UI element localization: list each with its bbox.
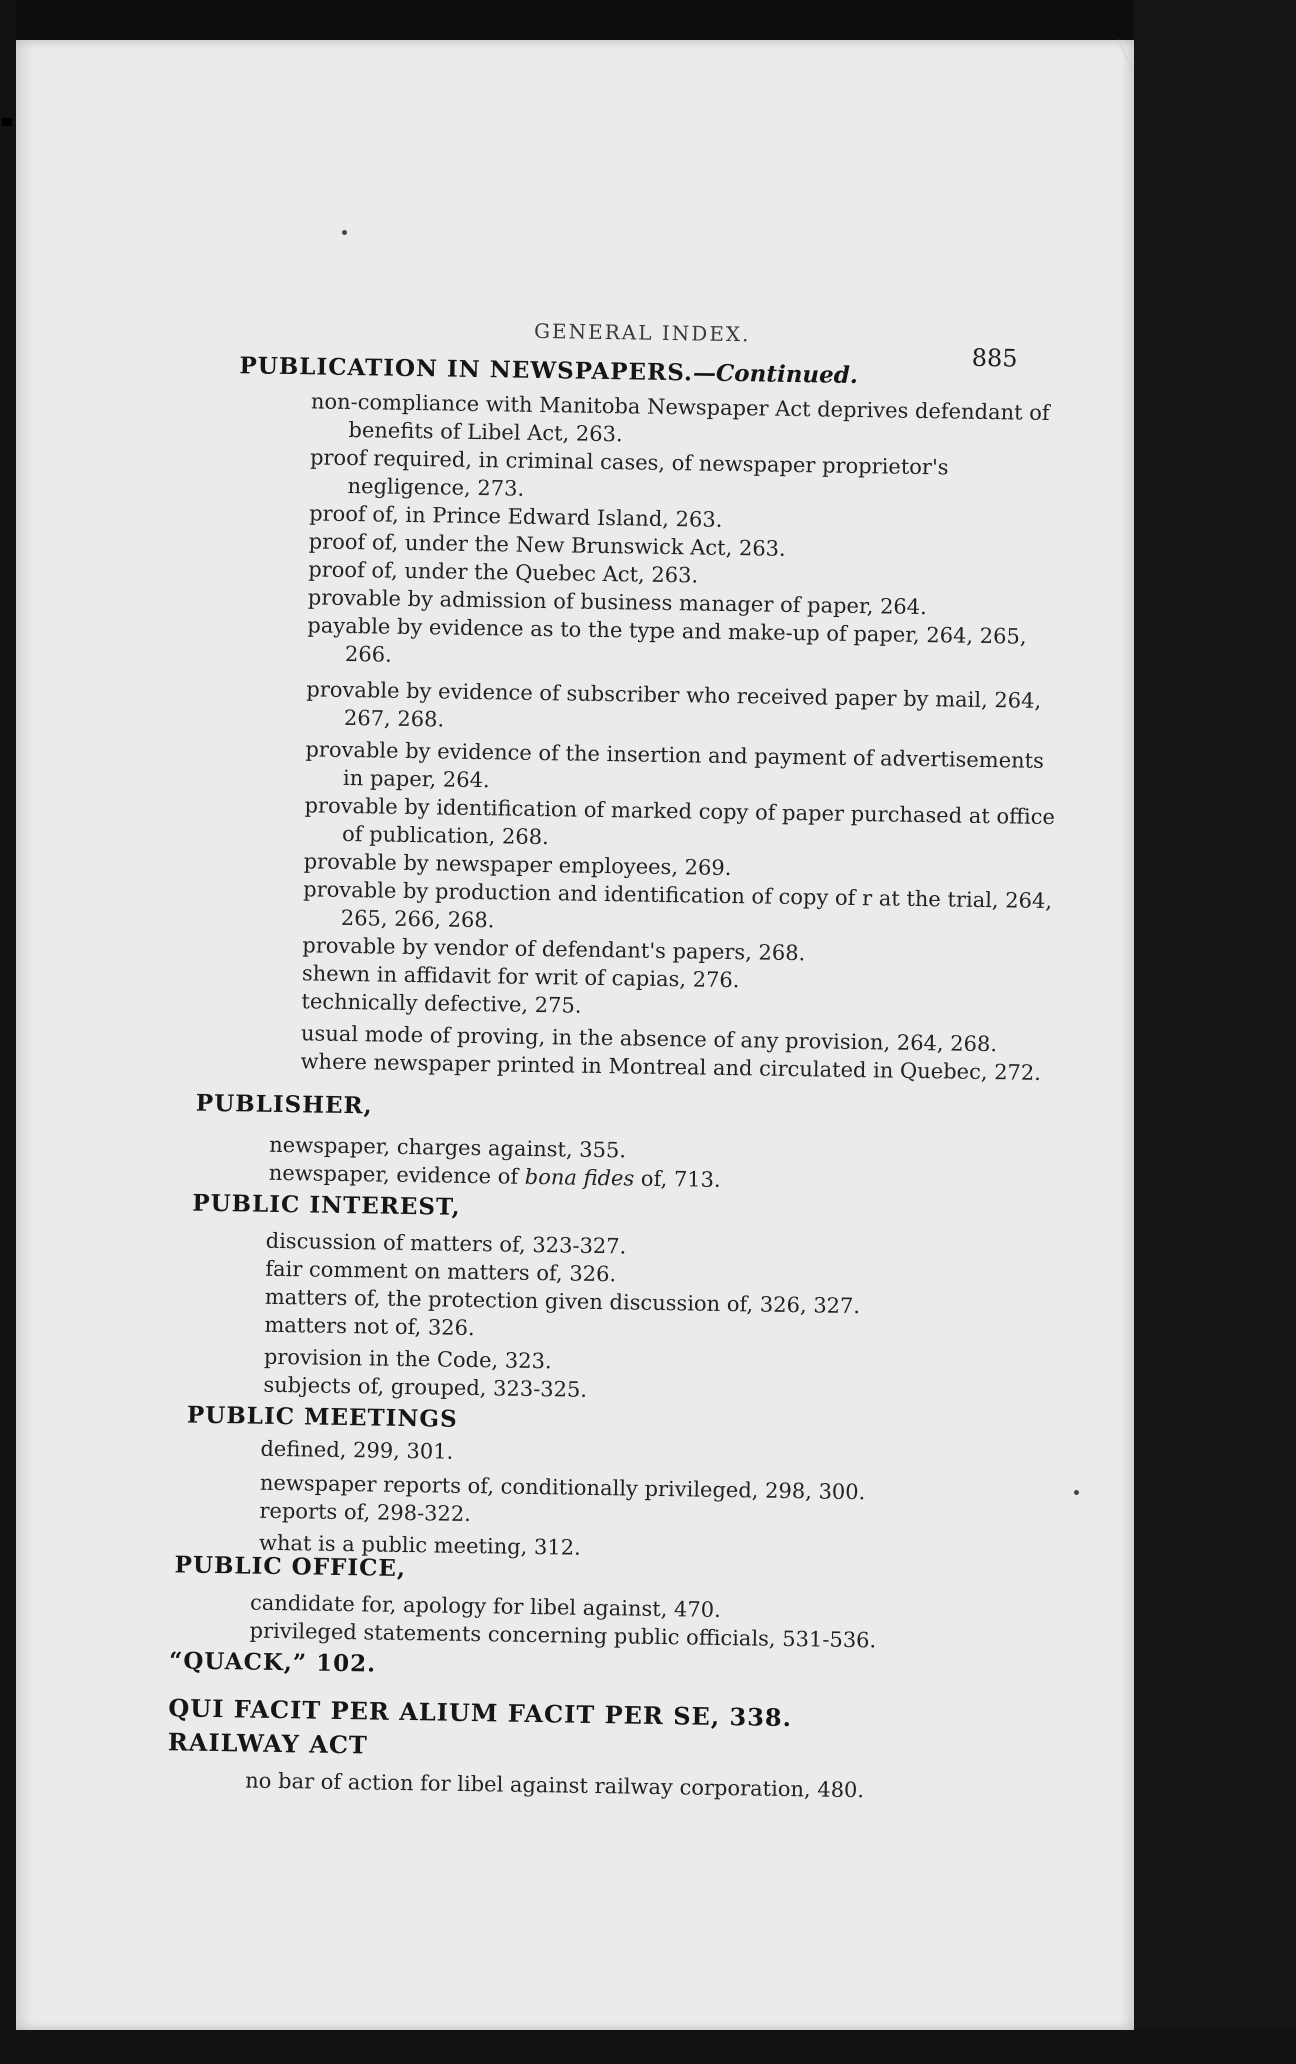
subentry: provision in the Code, 323.	[263, 1344, 552, 1374]
entry-heading: “QUACK,” 102.	[168, 1647, 377, 1678]
subentry: newspaper, charges against, 355.	[269, 1132, 627, 1163]
subentry-text: of, 713.	[640, 1166, 721, 1192]
entry-heading: PUBLIC INTEREST,	[192, 1189, 461, 1221]
entry-heading: PUBLIC MEETINGS	[186, 1401, 458, 1433]
subentry: proof of, under the New Brunswick Act, 263.	[308, 529, 786, 561]
subentry: matters of, the protection given discussion of, 326, 327.	[264, 1284, 861, 1319]
italic-phrase: bona fides	[524, 1164, 635, 1191]
entry-heading: PUBLISHER,	[195, 1089, 373, 1120]
subentry: what is a public meeting, 312.	[258, 1530, 581, 1560]
subentry: provable by vendor of defendant's papers, 268.	[302, 933, 806, 966]
subentry: fair comment on matters of, 326.	[265, 1256, 617, 1287]
subentry: technically defective, 275.	[301, 989, 582, 1018]
subentry: provable by identification of marked copy of paper purchased at office of publication, 268.	[304, 793, 1056, 850]
subentry-text: newspaper, evidence of	[268, 1160, 525, 1189]
subentry: usual mode of proving, in the absence of any provision, 264, 268.	[300, 1021, 998, 1057]
subentry-list	[300, 387, 1296, 1092]
entry-heading: RAILWAY ACT	[167, 1727, 369, 1760]
subentry: proof of, under the Quebec Act, 263.	[308, 557, 699, 588]
scan-binding-mark	[2, 118, 12, 126]
continued-label: —Continued.	[692, 359, 859, 389]
entry-heading: PUBLIC OFFICE,	[174, 1551, 407, 1583]
page-speck	[1074, 1490, 1079, 1495]
subentry: discussion of matters of, 323-327.	[265, 1228, 627, 1259]
subentry: subjects of, grouped, 323-325.	[263, 1372, 588, 1402]
subentry-list	[263, 1227, 1296, 1416]
subentry: where newspaper printed in Montreal and circulated in Quebec, 272.	[300, 1049, 1042, 1085]
subentry: provable by evidence of the insertion and payment of advertisements in paper, 264.	[305, 737, 1045, 793]
subentry: matters not of, 326.	[264, 1312, 475, 1341]
index-entry	[196, 1090, 1296, 1134]
subentry: candidate for, apology for libel against, 470.	[249, 1590, 721, 1622]
subentry: provable by production and identification of copy of r at the trial, 264, 265, 266, 268.	[303, 877, 1053, 933]
subentry: proof of, in Prince Edward Island, 263.	[308, 501, 723, 532]
subentry: proof required, in criminal cases, of newspaper proprietor's negligence, 273.	[309, 445, 949, 501]
subentry: payable by evidence as to the type and make-up of paper, 264, 265, 266.	[307, 613, 1027, 667]
subentry: shewn in affidavit for writ of capias, 276.	[301, 961, 740, 993]
subentry: newspaper reports of, conditionally privileged, 298, 300.	[259, 1470, 866, 1505]
subentry: non-compliance with Manitoba Newspaper Act deprives defendant of benefits of Libel Act, 263.	[310, 389, 1050, 447]
subentry: no bar of action for libel against railway corporation, 480.	[245, 1768, 865, 1803]
subentry: provable by admission of business manager of paper, 264.	[307, 585, 928, 620]
page-number: 885	[971, 343, 1018, 373]
subentry: defined, 299, 301.	[260, 1436, 454, 1464]
subentry: provable by evidence of subscriber who received paper by mail, 264, 267, 268.	[306, 677, 1042, 732]
subentry: provable by newspaper employees, 269.	[303, 849, 732, 881]
subentry: reports of, 298-322.	[259, 1498, 472, 1527]
running-head: GENERAL INDEX.	[533, 318, 751, 347]
entry-heading: QUI FACIT PER ALIUM FACIT PER SE, 338.	[168, 1693, 793, 1733]
page-speck	[342, 230, 347, 235]
subentry-list	[259, 1435, 1296, 1574]
subentry: privileged statements concerning public officials, 531-536.	[249, 1618, 877, 1653]
entry-heading-text: PUBLICATION IN NEWSPAPERS.	[239, 352, 694, 387]
